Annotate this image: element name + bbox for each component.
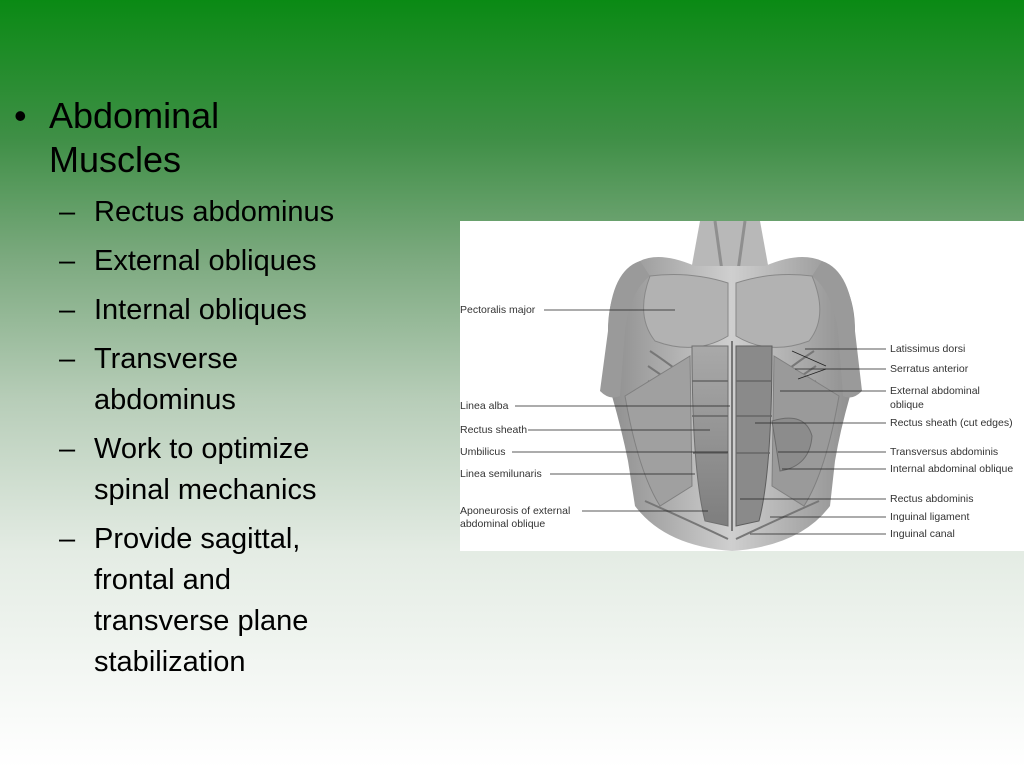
sub-bullet: [59, 519, 414, 683]
sub-bullet-text: External obliques: [94, 245, 317, 277]
sub-bullet-text: Provide sagittal, frontal and transverse plane stabilization: [94, 523, 309, 678]
label-pectoralis-major: Pectoralis major: [460, 304, 536, 316]
label-transversus-abdominis: Transversus abdominis: [890, 446, 999, 458]
dash-mark: –: [59, 343, 76, 375]
label-aponeurosis-line1: Aponeurosis of external: [460, 505, 571, 517]
dash-mark: –: [59, 294, 76, 326]
label-rectus-sheath-cut: Rectus sheath (cut edges): [890, 417, 1013, 429]
label-serratus-anterior: Serratus anterior: [890, 363, 969, 375]
sub-bullet-list: [59, 192, 414, 683]
sub-bullet: [59, 429, 414, 511]
anatomy-illustration: [460, 221, 1024, 551]
anatomy-figure: [460, 221, 1024, 551]
label-aponeurosis-line2: abdominal oblique: [460, 518, 546, 530]
label-linea-semilunaris: Linea semilunaris: [460, 468, 542, 480]
bullet-main: [14, 94, 414, 182]
label-external-oblique-line1: External abdominal: [890, 385, 980, 397]
label-latissimus-dorsi: Latissimus dorsi: [890, 343, 966, 355]
label-external-oblique-line2: oblique: [890, 399, 924, 411]
sub-bullet: [59, 241, 414, 282]
right-pectoral-shape: [736, 275, 820, 348]
dash-mark: –: [59, 433, 76, 465]
label-rectus-sheath: Rectus sheath: [460, 424, 528, 436]
dash-mark: –: [59, 196, 76, 228]
sub-bullet-text: Work to optimize spinal mechanics: [94, 433, 317, 506]
bullet-mark: •: [14, 95, 27, 136]
label-rectus-abdominis: Rectus abdominis: [890, 493, 974, 505]
label-umbilicus: Umbilicus: [460, 446, 506, 458]
sub-bullet-text: Transverse abdominus: [94, 343, 238, 416]
label-linea-alba: Linea alba: [460, 400, 509, 412]
label-internal-oblique: Internal abdominal oblique: [890, 463, 1014, 475]
sub-bullet: [59, 290, 414, 331]
bullet-list: [14, 94, 414, 691]
label-inguinal-ligament: Inguinal ligament: [890, 511, 970, 523]
sub-bullet: [59, 192, 414, 233]
dash-mark: –: [59, 245, 76, 277]
label-inguinal-canal: Inguinal canal: [890, 528, 955, 540]
bullet-title: Abdominal Muscles: [49, 95, 220, 180]
sub-bullet-text: Rectus abdominus: [94, 196, 335, 228]
left-pectoral-shape: [644, 275, 728, 348]
sub-bullet-text: Internal obliques: [94, 294, 307, 326]
dash-mark: –: [59, 523, 76, 555]
sub-bullet: [59, 339, 414, 421]
